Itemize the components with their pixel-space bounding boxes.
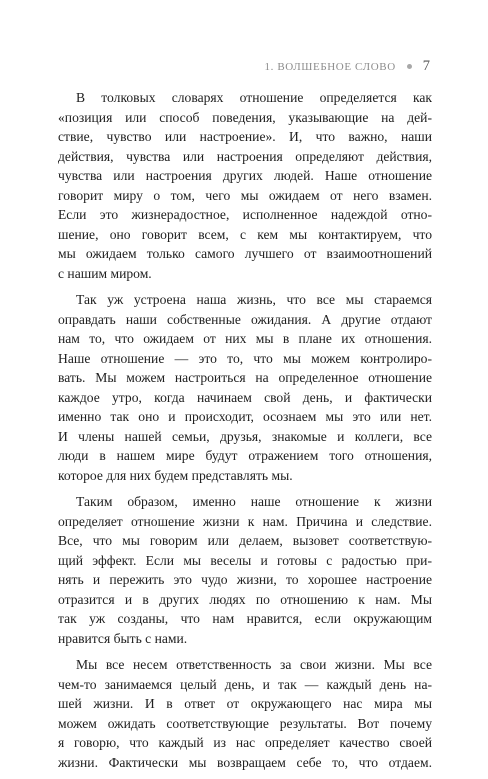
page-number: 7	[422, 58, 430, 74]
text-line: определяет отношение жизни к нам. Причина и следствие.	[58, 513, 432, 529]
text-line: Мы все несем ответственность за свои жизни. Мы все	[76, 657, 432, 672]
text-line: отразится и в других людях по отношению к нам. Мы	[58, 591, 432, 607]
paragraph-3	[58, 492, 432, 648]
text-line: нравится быть с нами.	[58, 630, 188, 646]
running-head	[265, 58, 430, 75]
text-line: шей жизни. И в ответ от окружающего нас мира мы	[58, 696, 432, 711]
text-line: говорит миру о том, чего мы ожидаем от него взамен.	[58, 187, 432, 203]
text-line: чувства или настроения других людей. Наше отношение	[58, 168, 432, 183]
text-line: так уж созданы, что нам нравится, если окружающим	[58, 611, 432, 626]
text-line: действия, чувства или настроения определяют действия,	[58, 148, 432, 164]
text-line: И члены нашей семьи, друзья, знакомые и коллеги, все	[58, 428, 432, 444]
text-line: нам то, что ожидаем от них мы в плане их отношения.	[58, 331, 432, 346]
text-line: Если это жизнерадостное, исполненное надеждой отно-	[58, 207, 432, 222]
text-line: чем-то занимаемся целый день, и так — каждый день на-	[58, 676, 432, 692]
text-line: я говорю, что каждый из нас определяет качество своей	[58, 735, 432, 750]
text-line: В толковых словарях отношение определяется как	[76, 90, 432, 105]
text-line: каждое утро, когда начинаем свой день, и фактически	[58, 389, 432, 405]
separator-dot-icon	[407, 64, 412, 69]
paragraph-2	[58, 290, 432, 485]
text-line: Так уж устроена наша жизнь, что все мы стараемся	[76, 292, 432, 307]
text-line: люди в нашем мире будут отражением того отношения,	[58, 448, 432, 463]
text-line: жизни. Фактически мы возвращаем себе то, что отдаем.	[58, 754, 432, 770]
text-line: ствие, чувство или настроение». И, что важно, наши	[58, 129, 432, 144]
text-line: с нашим миром.	[58, 265, 152, 281]
text-line: можем ожидать соответствующие результаты. Вот почему	[58, 715, 432, 731]
text-line: мы ожидаем только самого лучшего от взаимоотношений	[58, 246, 432, 261]
paragraph-1	[58, 88, 432, 283]
text-line: нять и пережить это чудо жизни, то хорошее настроение	[58, 572, 432, 587]
text-line: Все, что мы говорим или делаем, вызовет соответствую-	[58, 533, 432, 548]
text-line: «позиция или способ поведения, указывающие на дей-	[58, 109, 432, 125]
text-line: шение, оно говорит всем, с кем мы контактируем, что	[58, 226, 432, 242]
text-line: вать. Мы можем настроиться на определенное отношение	[58, 370, 432, 385]
text-line: Наше отношение — это то, что мы можем контролиро-	[58, 350, 432, 366]
paragraph-4	[58, 655, 432, 772]
text-line: щий эффект. Если мы веселы и готовы с радостью при-	[58, 552, 432, 568]
text-body	[58, 88, 432, 779]
text-line: Таким образом, именно наше отношение к жизни	[76, 494, 432, 509]
text-line: которое для них будем представлять мы.	[58, 467, 293, 483]
text-line: именно так оно и происходит, осознаем мы это или нет.	[58, 409, 432, 424]
chapter-title: 1. ВОЛШЕБНОЕ СЛОВО	[264, 60, 396, 73]
text-line: оправдать наши собственные ожидания. А другие отдают	[58, 311, 432, 327]
